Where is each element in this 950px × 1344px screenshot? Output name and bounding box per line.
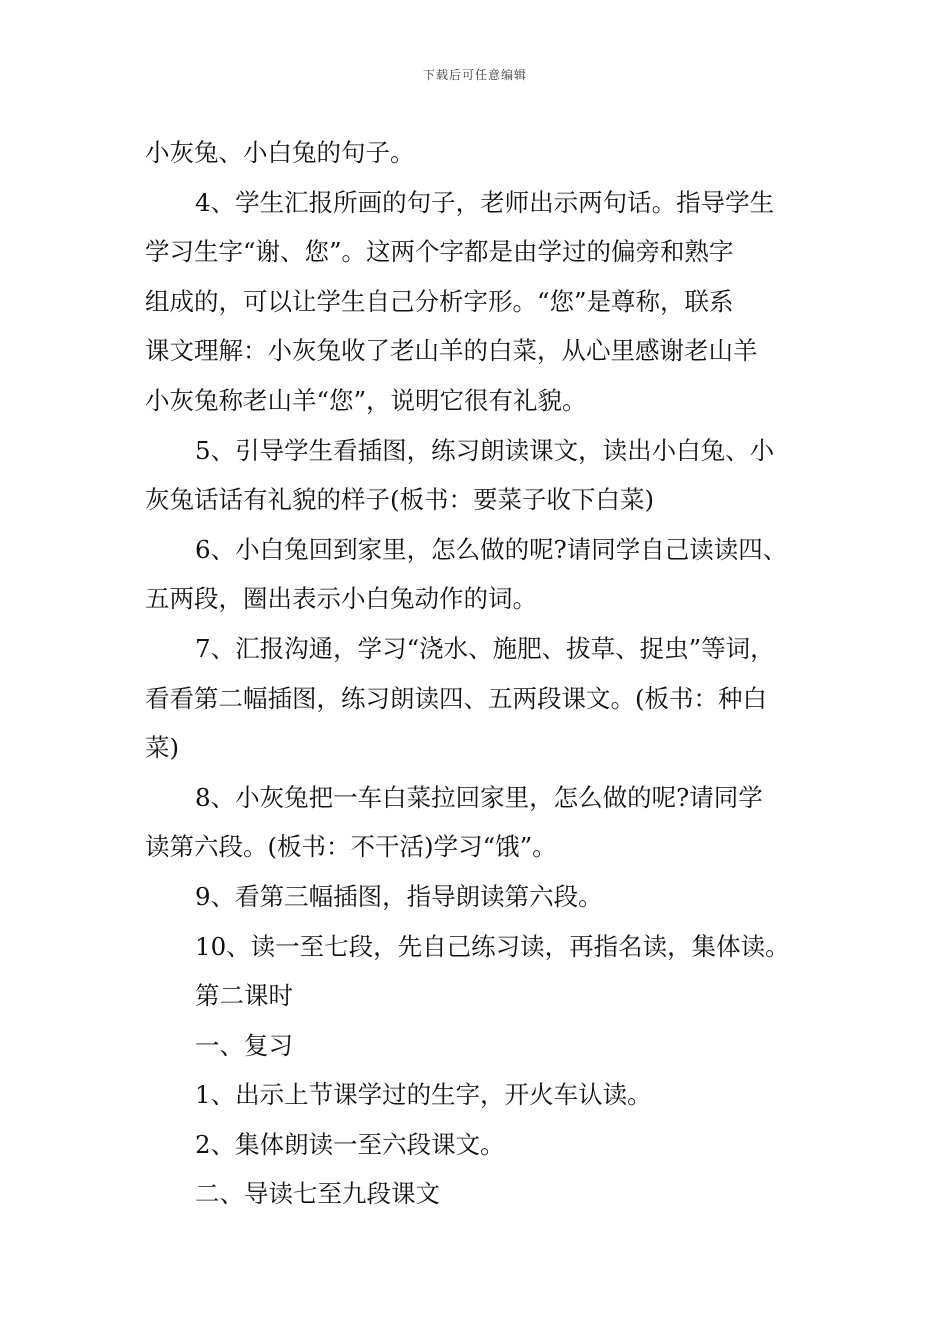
paragraph-line: 灰兔话话有礼貌的样子(板书：要菜子收下白菜) xyxy=(145,485,655,515)
section-heading: 一、复习 xyxy=(195,1030,293,1060)
paragraph-line: 学习生字“谢、您”。这两个字都是由学过的偏旁和熟字 xyxy=(145,237,734,267)
paragraph-line: 课文理解：小灰兔收了老山羊的白菜，从心里感谢老山羊 xyxy=(145,336,758,366)
paragraph-line: 8、小灰兔把一车白菜拉回家里，怎么做的呢?请同学 xyxy=(195,782,763,812)
paragraph-line: 5、引导学生看插图，练习朗读课文，读出小白兔、小 xyxy=(195,435,775,465)
document-body xyxy=(145,128,810,1219)
paragraph-line: 9、看第三幅插图，指导朗读第六段。 xyxy=(195,881,603,911)
paragraph-line: 1、出示上节课学过的生字，开火车认读。 xyxy=(195,1080,652,1110)
paragraph-line: 小灰兔称老山羊“您”，说明它很有礼貌。 xyxy=(145,385,587,415)
paragraph-line: 6、小白兔回到家里，怎么做的呢?请同学自己读读四、 xyxy=(195,534,788,564)
paragraph-line: 10、读一至七段，先自己练习读，再指名读，集体读。 xyxy=(195,931,790,961)
page-header-note: 下载后可任意编辑 xyxy=(422,68,527,82)
paragraph-line: 小灰兔、小白兔的句子。 xyxy=(145,138,415,167)
section-heading: 二、导读七至九段课文 xyxy=(195,1179,440,1209)
paragraph-line: 看看第二幅插图，练习朗读四、五两段课文。(板书：种白 xyxy=(145,683,768,713)
paragraph-line: 7、汇报沟通，学习“浇水、施肥、拔草、捉虫”等词， xyxy=(195,633,775,663)
paragraph-line: 组成的，可以让学生自己分析字形。“您”是尊称，联系 xyxy=(145,286,734,316)
paragraph-line: 五两段，圈出表示小白兔动作的词。 xyxy=(145,584,537,614)
paragraph-line: 读第六段。(板书：不干活)学习“饿”。 xyxy=(145,832,557,862)
paragraph-line: 2、集体朗读一至六段课文。 xyxy=(195,1129,505,1159)
paragraph-line: 菜) xyxy=(145,733,180,763)
section-heading: 第二课时 xyxy=(195,981,293,1011)
paragraph-line: 4、学生汇报所画的句子，老师出示两句话。指导学生 xyxy=(195,187,775,217)
